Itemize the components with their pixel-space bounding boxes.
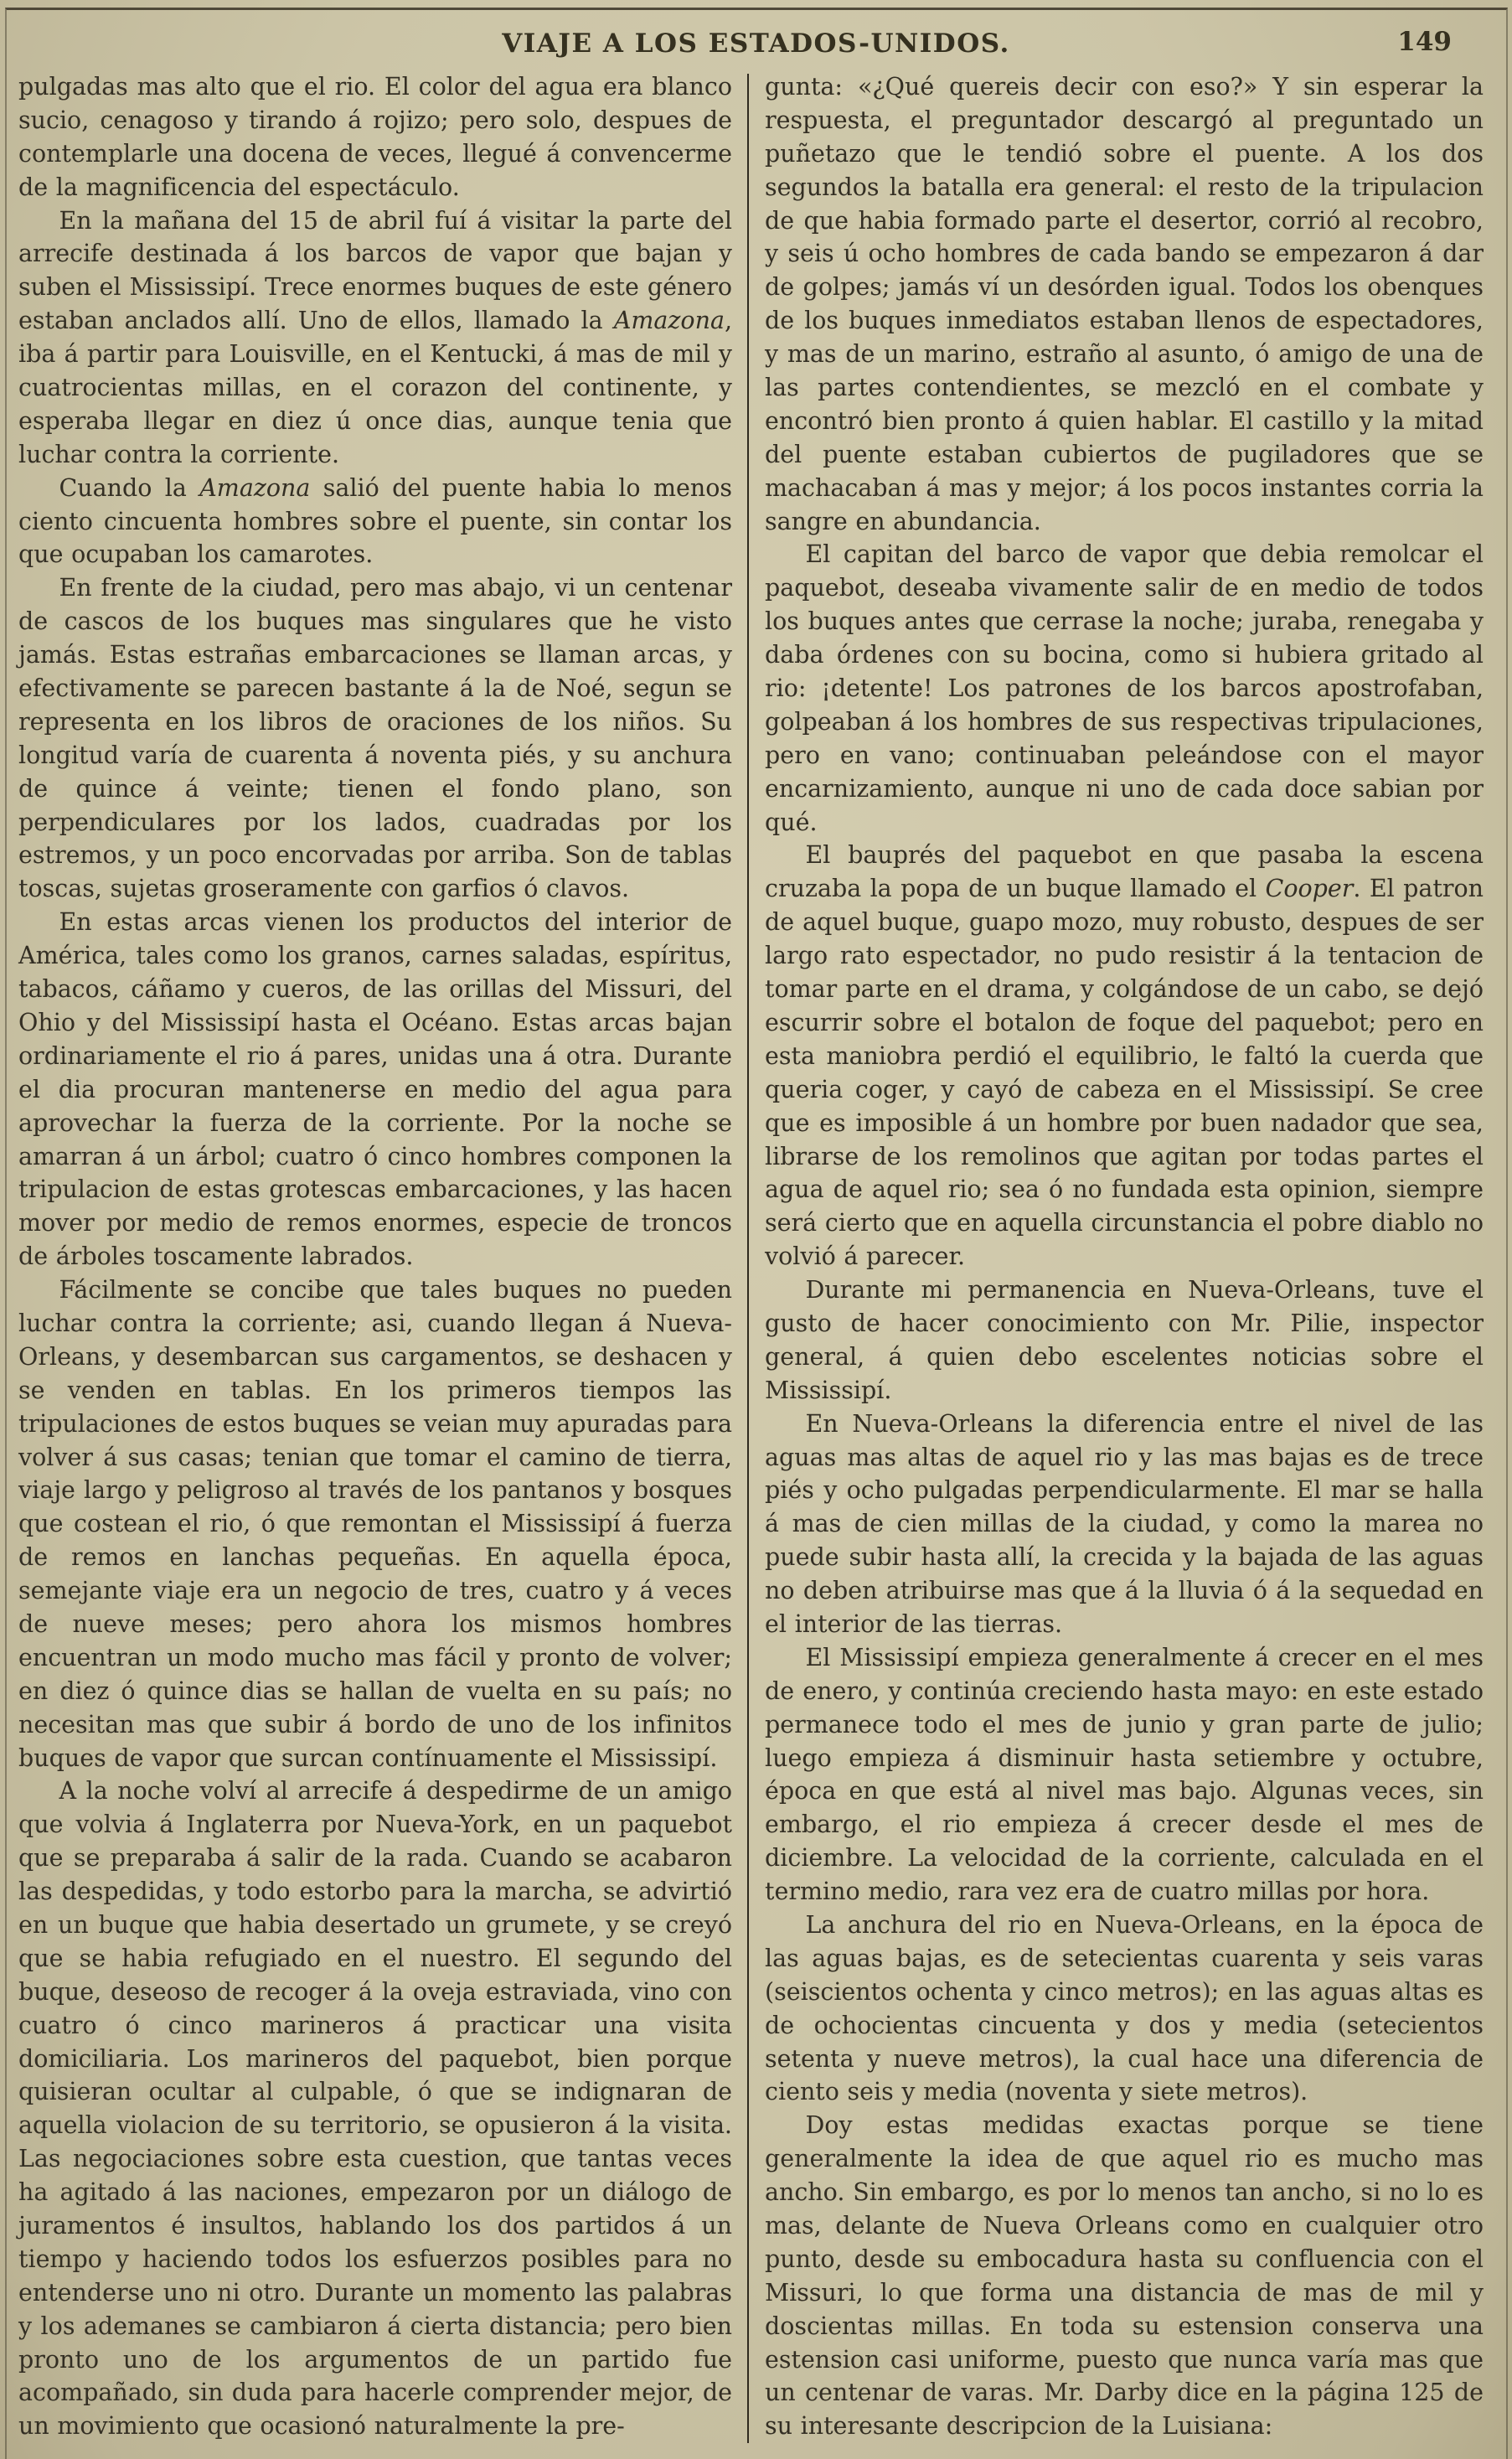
- paragraph: pulgadas mas alto que el rio. El color del agua era blanco sucio, cenagoso y tirando á rojizo; pero solo, despues de contemplarle una docena de veces, llegué á convencerme de la magnificencia del espectáculo.: [18, 73, 732, 201]
- text-columns: [0, 59, 1512, 2443]
- column-divider: [747, 74, 749, 2443]
- paragraph: En estas arcas vienen los productos del interior de América, tales como los granos, carnes saladas, espíritus, tabacos, cáñamo y cueros, de las orillas del Missuri, del Ohio y del Mississipí hasta el Océano. Estas arcas bajan ordinariamente el rio á pares, unidas una á otra. Durante el dia procuran mantenerse en medio del agua para aprovechar la fuerza de la corriente. Por la noche se amarran á un árbol; cuatro ó cinco hombres componen la tripulacion de estas grotescas embarcaciones, y las hacen mover por medio de remos enormes, especie de troncos de árboles toscamente labrados.: [18, 908, 732, 1271]
- page-number: 149: [1397, 27, 1452, 57]
- paragraph: A la noche volví al arrecife á despedirme de un amigo que volvia á Inglaterra por Nueva-York, en un paquebot que se preparaba á salir de la rada. Cuando se acabaron las despedidas, y todo estorbo para la marcha, se advirtió en un buque que habia desertado un grumete, y se creyó que se habia refugiado en el nuestro. El segundo del buque, deseoso de recoger á la oveja estraviada, vino con cuatro ó cinco marineros á practicar una visita domiciliaria. Los marineros del paquebot, bien porque quisieran ocultar al culpable, ó que se indignaran de aquella violacion de su territorio, se opusieron á la visita. Las negociaciones sobre esta cuestion, que tantas veces ha agitado á las naciones, empezaron por un diálogo de juramentos é insultos, hablando los dos partidos á un tiempo y haciendo todos los esfuerzos posibles para no entenderse uno ni otro. Durante un momento las palabras y los ademanes se cambiaron á cierta distancia; pero bien pronto uno de los argumentos de un partido fue acompañado, sin duda para hacerle comprender mejor, de un movimiento que ocasionó naturalmente la pre-: [18, 1777, 732, 2441]
- left-column: [18, 70, 732, 2443]
- paragraph: El bauprés del paquebot en que pasaba la escena cruzaba la popa de un buque llamado el Cooper. El patron de aquel buque, guapo mozo, muy robusto, despues de ser largo rato espectador, no pudo resistir á la tentacion de tomar parte en el drama, y colgándose de un cabo, se dejó escurrir sobre el botalon de foque del paquebot; pero en esta maniobra perdió el equilibrio, le faltó la cuerda que queria coger, y cayó de cabeza en el Mississipí. Se cree que es imposible á un hombre por buen nadador que sea, librarse de los remolinos que agitan por todas partes el agua de aquel rio; sea ó no fundada esta opinion, siempre será cierto que en aquella circunstancia el pobre diablo no volvió á parecer.: [765, 841, 1484, 1271]
- paragraph: gunta: «¿Qué quereis decir con eso?» Y sin esperar la respuesta, el preguntador descargó al preguntado un puñetazo que le tendió sobre el puente. A los dos segundos la batalla era general: el resto de la tripulacion de que habia formado parte el desertor, corrió al recobro, y seis ú ocho hombres de cada bando se empezaron á dar de golpes; jamás ví un desórden igual. Todos los obenques de los buques inmediatos estaban llenos de espectadores, y mas de un marino, estraño al asunto, ó amigo de una de las partes contendientes, se mezcló en el combate y encontró bien pronto á quien hablar. El castillo y la mitad del puente estaban cubiertos de pugiladores que se machacaban á mas y mejor; á los pocos instantes corria la sangre en abundancia.: [765, 73, 1484, 535]
- right-column: [765, 70, 1484, 2443]
- paragraph: En frente de la ciudad, pero mas abajo, vi un centenar de cascos de los buques mas singulares que he visto jamás. Estas estrañas embarcaciones se llaman arcas, y efectivamente se parecen bastante á la de Noé, segun se representa en los libros de oraciones de los niños. Su longitud varía de cuarenta á noventa piés, y su anchura de quince á veinte; tienen el fondo plano, son perpendiculares por los lados, cuadradas por los estremos, y un poco encorvadas por arriba. Son de tablas toscas, sujetas groseramente con garfios ó clavos.: [18, 574, 732, 903]
- page-header: [0, 0, 1512, 59]
- paragraph: Durante mi permanencia en Nueva-Orleans, tuve el gusto de hacer conocimiento con Mr. Pilie, inspector general, á quien debo escelentes noticias sobre el Mississipí.: [765, 1276, 1484, 1404]
- paragraph: El Mississipí empieza generalmente á crecer en el mes de enero, y continúa creciendo hasta mayo: en este estado permanece todo el mes de junio y gran parte de julio; luego empieza á disminuir hasta setiembre y octubre, época en que está al nivel mas bajo. Algunas veces, sin embargo, el rio empieza á crecer desde el mes de diciembre. La velocidad de la corriente, calculada en el termino medio, rara vez era de cuatro millas por hora.: [765, 1643, 1484, 1906]
- paragraph: En la mañana del 15 de abril fuí á visitar la parte del arrecife destinada á los barcos de vapor que bajan y suben el Mississipí. Trece enormes buques de este género estaban anclados allí. Uno de ellos, llamado la Amazona, iba á partir para Louisville, en el Kentucki, á mas de mil y cuatrocientas millas, en el corazon del continente, y esperaba llegar en diez ú once dias, aunque tenia que luchar contra la corriente.: [18, 206, 732, 468]
- paragraph: Doy estas medidas exactas porque se tiene generalmente la idea de que aquel rio es mucho mas ancho. Sin embargo, es por lo menos tan ancho, si no lo es mas, delante de Nueva Orleans como en cualquier otro punto, desde su embocadura hasta su confluencia con el Missuri, lo que forma una distancia de mas de mil y doscientas millas. En toda su estension conserva una estension casi uniforme, puesto que nunca varía mas que un centenar de varas. Mr. Darby dice en la página 125 de su interesante descripcion de la Luisiana:: [765, 2111, 1484, 2441]
- running-title: VIAJE A LOS ESTADOS-UNIDOS.: [502, 28, 1010, 59]
- paragraph: La anchura del rio en Nueva-Orleans, en la época de las aguas bajas, es de setecientas cuarenta y seis varas (seiscientos ochenta y cinco metros); en las aguas altas es de ochocientas cincuenta y dos y media (setecientos setenta y nueve metros), la cual hace una diferencia de ciento seis y media (noventa y siete metros).: [765, 1910, 1484, 2106]
- paragraph: Cuando la Amazona salió del puente habia lo menos ciento cincuenta hombres sobre el puente, sin contar los que ocupaban los camarotes.: [18, 473, 732, 569]
- paragraph: En Nueva-Orleans la diferencia entre el nivel de las aguas mas altas de aquel rio y las mas bajas es de trece piés y ocho pulgadas perpendicularmente. El mar se halla á mas de cien millas de la ciudad, y como la marea no puede subir hasta allí, la crecida y la bajada de las aguas no deben atribuirse mas que á la lluvia ó á la sequedad en el interior de las tierras.: [765, 1409, 1484, 1638]
- paragraph: El capitan del barco de vapor que debia remolcar el paquebot, deseaba vivamente salir de en medio de todos los buques antes que cerrase la noche; juraba, renegaba y daba órdenes con su bocina, como si hubiera gritado al rio: ¡detente! Los patrones de los barcos apostrofaban, golpeaban á los hombres de sus respectivas tripulaciones, pero en vano; continuaban peleándose con el mayor encarnizamiento, aunque ni uno de cada doce sabian por qué.: [765, 540, 1484, 836]
- paragraph: Fácilmente se concibe que tales buques no pueden luchar contra la corriente; asi, cuando llegan á Nueva-Orleans, y desembarcan sus cargamentos, se deshacen y se venden en tablas. En los primeros tiempos las tripulaciones de estos buques se veian muy apuradas para volver á sus casas; tenian que tomar el camino de tierra, viaje largo y peligroso al través de los pantanos y bosques que costean el rio, ó que remontan el Mississipí á fuerza de remos en lanchas pequeñas. En aquella época, semejante viaje era un negocio de tres, cuatro y á veces de nueve meses; pero ahora los mismos hombres encuentran un modo mucho mas fácil y pronto de volver; en diez ó quince dias se hallan de vuelta en su país; no necesitan mas que subir á bordo de uno de los infinitos buques de vapor que surcan contínuamente el Mississipí.: [18, 1276, 732, 1772]
